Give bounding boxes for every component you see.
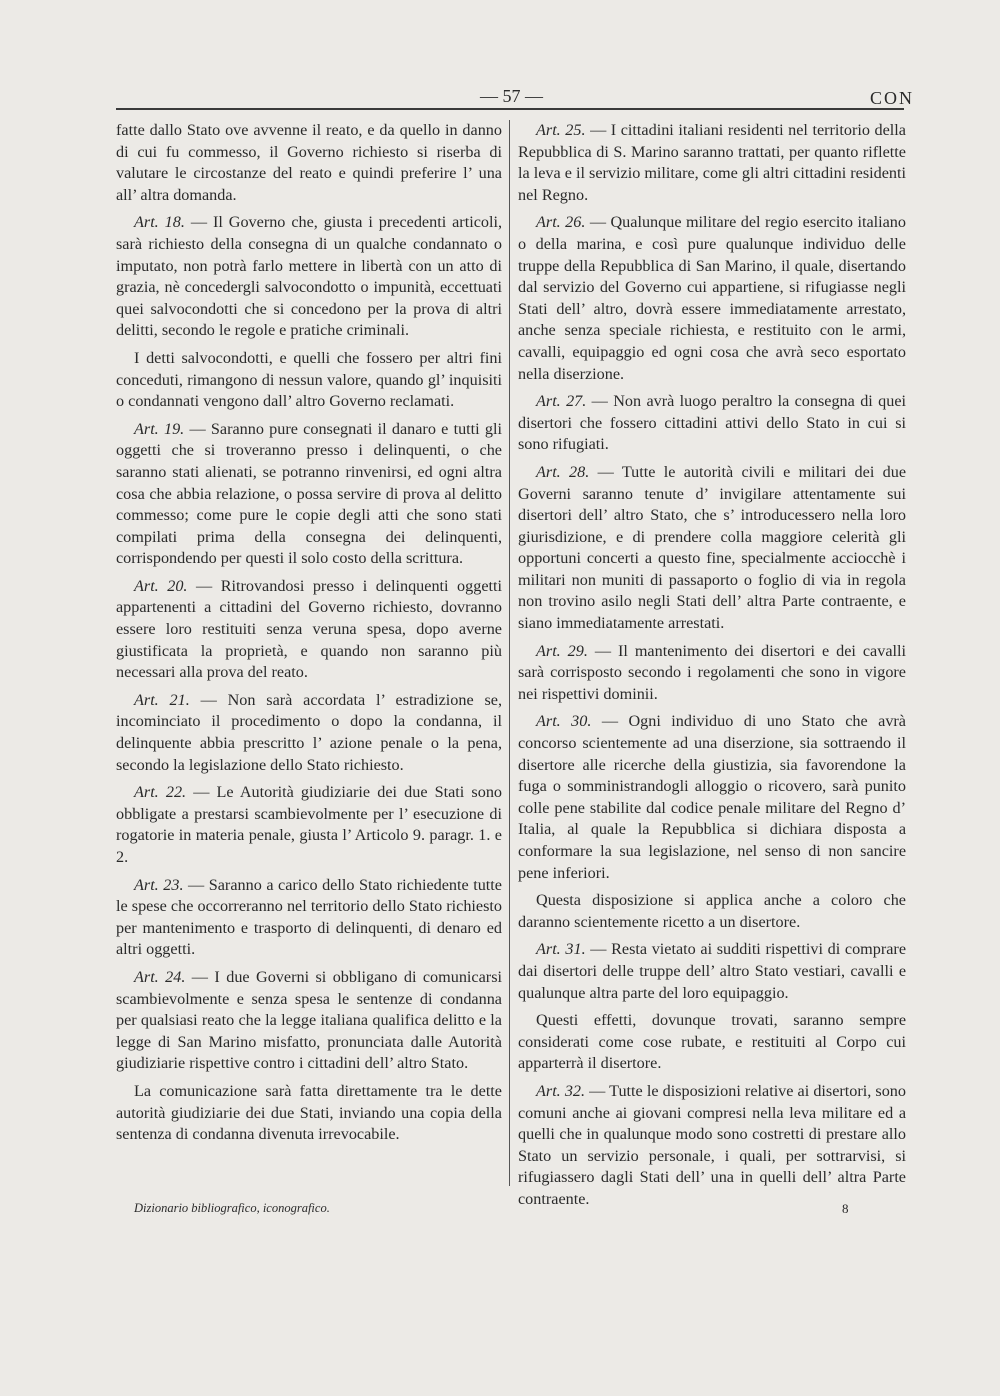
page-number: — 57 — [480,86,543,106]
article-label: Art. 20. [134,576,188,595]
paragraph-text: — Le Autorità giudiziarie dei due Stati sono obbligate a prestarsi scambievolmente per l’ esecuzione di rogatorie in materia penale, giusta l’ Articolo 9. paragr. 1. e 2. [116,783,503,866]
paragraph [518,120,906,206]
article-label: Art. 19. [134,419,185,438]
left-column [116,120,502,1152]
paragraph-text: — Tutte le disposizioni relative ai disertori, sono comuni anche ai giovani compresi nella leva militare ed a quelli che in qualunque modo sono costretti di prestare allo Stato un servizio personale, i quali, per sottrarvisi, si rifugiassero dagli Stati dell’ una in quelli dell’ altra Parte contraente. [518,1081,906,1208]
paragraph-text: La comunicazione sarà fatta direttamente tra le dette autorità giudiziarie dei due Stati, inviando una copia della sentenza di condanna divenuta irrevocabile. [116,1081,502,1144]
paragraph [518,391,906,456]
paragraph [116,348,502,413]
article-label: Art. 24. [134,967,186,986]
paragraph [116,782,502,868]
paragraph-text: fatte dallo Stato ove avvenne il reato, e da quello in danno di cui fu commesso, il Governo richiesto si riserba di valutare le circostanze del reato e quindi preferire l’ una all’ altra domanda. [116,121,502,204]
paragraph [116,967,502,1075]
paragraph [116,419,502,570]
paragraph-text: — Il mantenimento dei disertori e dei cavalli sarà corrisposto secondo i regolamenti che sono in vigore nei rispettivi dominii. [518,641,906,703]
paragraph [116,690,502,776]
right-column [518,120,906,1217]
paragraph-text: Questi effetti, dovunque trovati, saranno sempre considerati come cose rubate, e restituiti al Corpo cui apparterrà il disertore. [518,1011,906,1073]
paragraph [518,462,906,635]
paragraph [518,890,906,933]
paragraph [518,641,906,706]
paragraph-text: — I due Governi si obbligano di comunicarsi scambievolmente e senza spesa le sentenze di condanna per qualsiasi reato che la legge italiana qualifica delitto e la legge di San Marino misfatto, pronunciata dalle Autorità giudiziarie rispettive contro i cittadini dell’ altro Stato. [116,967,502,1073]
article-label: Art. 21. [134,690,190,709]
paragraph [518,1010,906,1075]
column-divider [509,120,510,1186]
article-label: Art. 18. [134,213,185,232]
article-label: Art. 23. [134,875,184,894]
paragraph-text: — Qualunque militare del regio esercito italiano o della marina, e così pure qualunque individuo delle truppe della Repubblica di San Marino, il quale, disertando dal servizio del Governo cui appartiene, si rifugiasse negli Stati dell’ altro, dovrà essere immediatamente arrestato, anche senza speciale richiesta, e restituito con le armi, cavalli, equipaggio ed ogni cosa che avrà seco esportato nella diserzione. [518,213,906,383]
paragraph-text: — Ogni individuo di uno Stato che avrà concorso scientemente ad una diserzione, sia sottraendo il disertore alle ricerche della giustizia, sia favorendone la fuga o somministrandogli alloggio o ricovero, sarà punito colle pene stabilite dal codice penale militare del Regno d’ Italia, al quale la Repubblica si dichiara disposta a conformare la sua legislazione, nel senso di non sancire pene inferiori. [518,712,906,882]
article-label: Art. 32. [536,1081,586,1100]
paragraph [116,120,502,206]
article-label: Art. 26. [536,213,586,232]
signature-mark: 8 [842,1201,849,1216]
paragraph-text: — Ritrovandosi presso i delinquenti oggetti appartenenti a cittadini del Governo richiesto, dovranno essere loro restituiti senza veruna spesa, dopo averne giustificata la proprietà, e quando non saranno più necessari alla prova del reato. [116,576,503,682]
paragraph [116,875,502,961]
article-label: Art. 29. [536,641,588,660]
paragraph [116,212,502,342]
paragraph-text: — Il Governo che, giusta i precedenti articoli, sarà richiesto della consegna di un qualche condannato o imputato, non potrà farlo mettere in libertà con un atto di grazia, nè concedergli salvocondotto o impunità, eccettuati quei salvocondotti che si concedono per la prova di altri delitti, secondo le regole e pratiche criminali. [116,213,503,340]
article-label: Art. 22. [134,783,187,802]
article-label: Art. 31. [536,940,586,959]
paragraph [116,1081,502,1146]
paragraph [518,939,906,1004]
article-label: Art. 30. [536,712,592,731]
paragraph [518,1081,906,1211]
running-head: CON [870,88,915,108]
paragraph-text: — Tutte le autorità civili e militari dei due Governi saranno tenute d’ invigilare attentamente sui disertori dell’ altro Stato, che s’ introducessero nella loro giurisdizione, e di prendere colla maggiore celerità gli opportuni concerti a questo fine, specialmente acciocchè i militari non muniti di passaporto o foglio di via in regola non trovino asilo negli Stati dell’ altra Parte contraente, e siano immediatamente arrestati. [518,462,907,633]
article-label: Art. 27. [536,392,587,411]
paragraph-text: — Non avrà luogo peraltro la consegna di quei disertori che fossero cittadini attivi dello Stato in cui si sono rifugiati. [518,392,907,454]
paragraph-text: I detti salvocondotti, e quelli che fossero per altri fini conceduti, rimangono di nessun valore, quando gl’ inquisiti o condannati vengono dall’ altro Governo reclamati. [116,348,502,411]
paragraph-text: — Resta vietato ai sudditi rispettivi di comprare dai disertori delle truppe dell’ altro Stato vestiari, cavalli e qualunque altra parte del loro equipaggio. [518,940,907,1002]
paragraph [518,212,906,385]
paragraph-text: — I cittadini italiani residenti nel territorio della Repubblica di S. Marino saranno trattati, per quanto riflette la leva e il servizio militare, come gli altri cittadini residenti nel Regno. [518,121,906,204]
paragraph [116,576,502,684]
article-label: Art. 28. [536,462,590,481]
paragraph-text: Questa disposizione si applica anche a coloro che daranno scientemente ricetto a un disertore. [518,891,906,931]
paragraph-text: — Saranno pure consegnati il danaro e tutti gli oggetti che si troveranno presso i delinquenti, o che saranno stati alienati, se potranno rinvenirsi, ed ogni altra cosa che abbia relazione, o possa servire di prova al delitto commesso; come pure le copie degli atti che sono stati compilati prima della consegna dei delinquenti, corrispondendo per questi il solo costo della scrittura. [116,419,502,568]
paragraph [518,711,906,884]
header-rule [116,108,904,110]
paragraph-text: — Saranno a carico dello Stato richiedente tutte le spese che occorreranno nel territorio dello Stato richiesto per mantenimento e trasporto di delinquenti, di denaro ed altri oggetti. [116,875,502,959]
article-label: Art. 25. [536,121,586,139]
paragraph-text: — Non sarà accordata l’ estradizione se, incominciato il procedimento o dopo la condanna, il delinquente abbia prescritto l’ azione penale o la pena, secondo la legislazione dello Stato richiesto. [116,690,502,774]
footer-title: Dizionario bibliografico, iconografico. [134,1201,330,1215]
